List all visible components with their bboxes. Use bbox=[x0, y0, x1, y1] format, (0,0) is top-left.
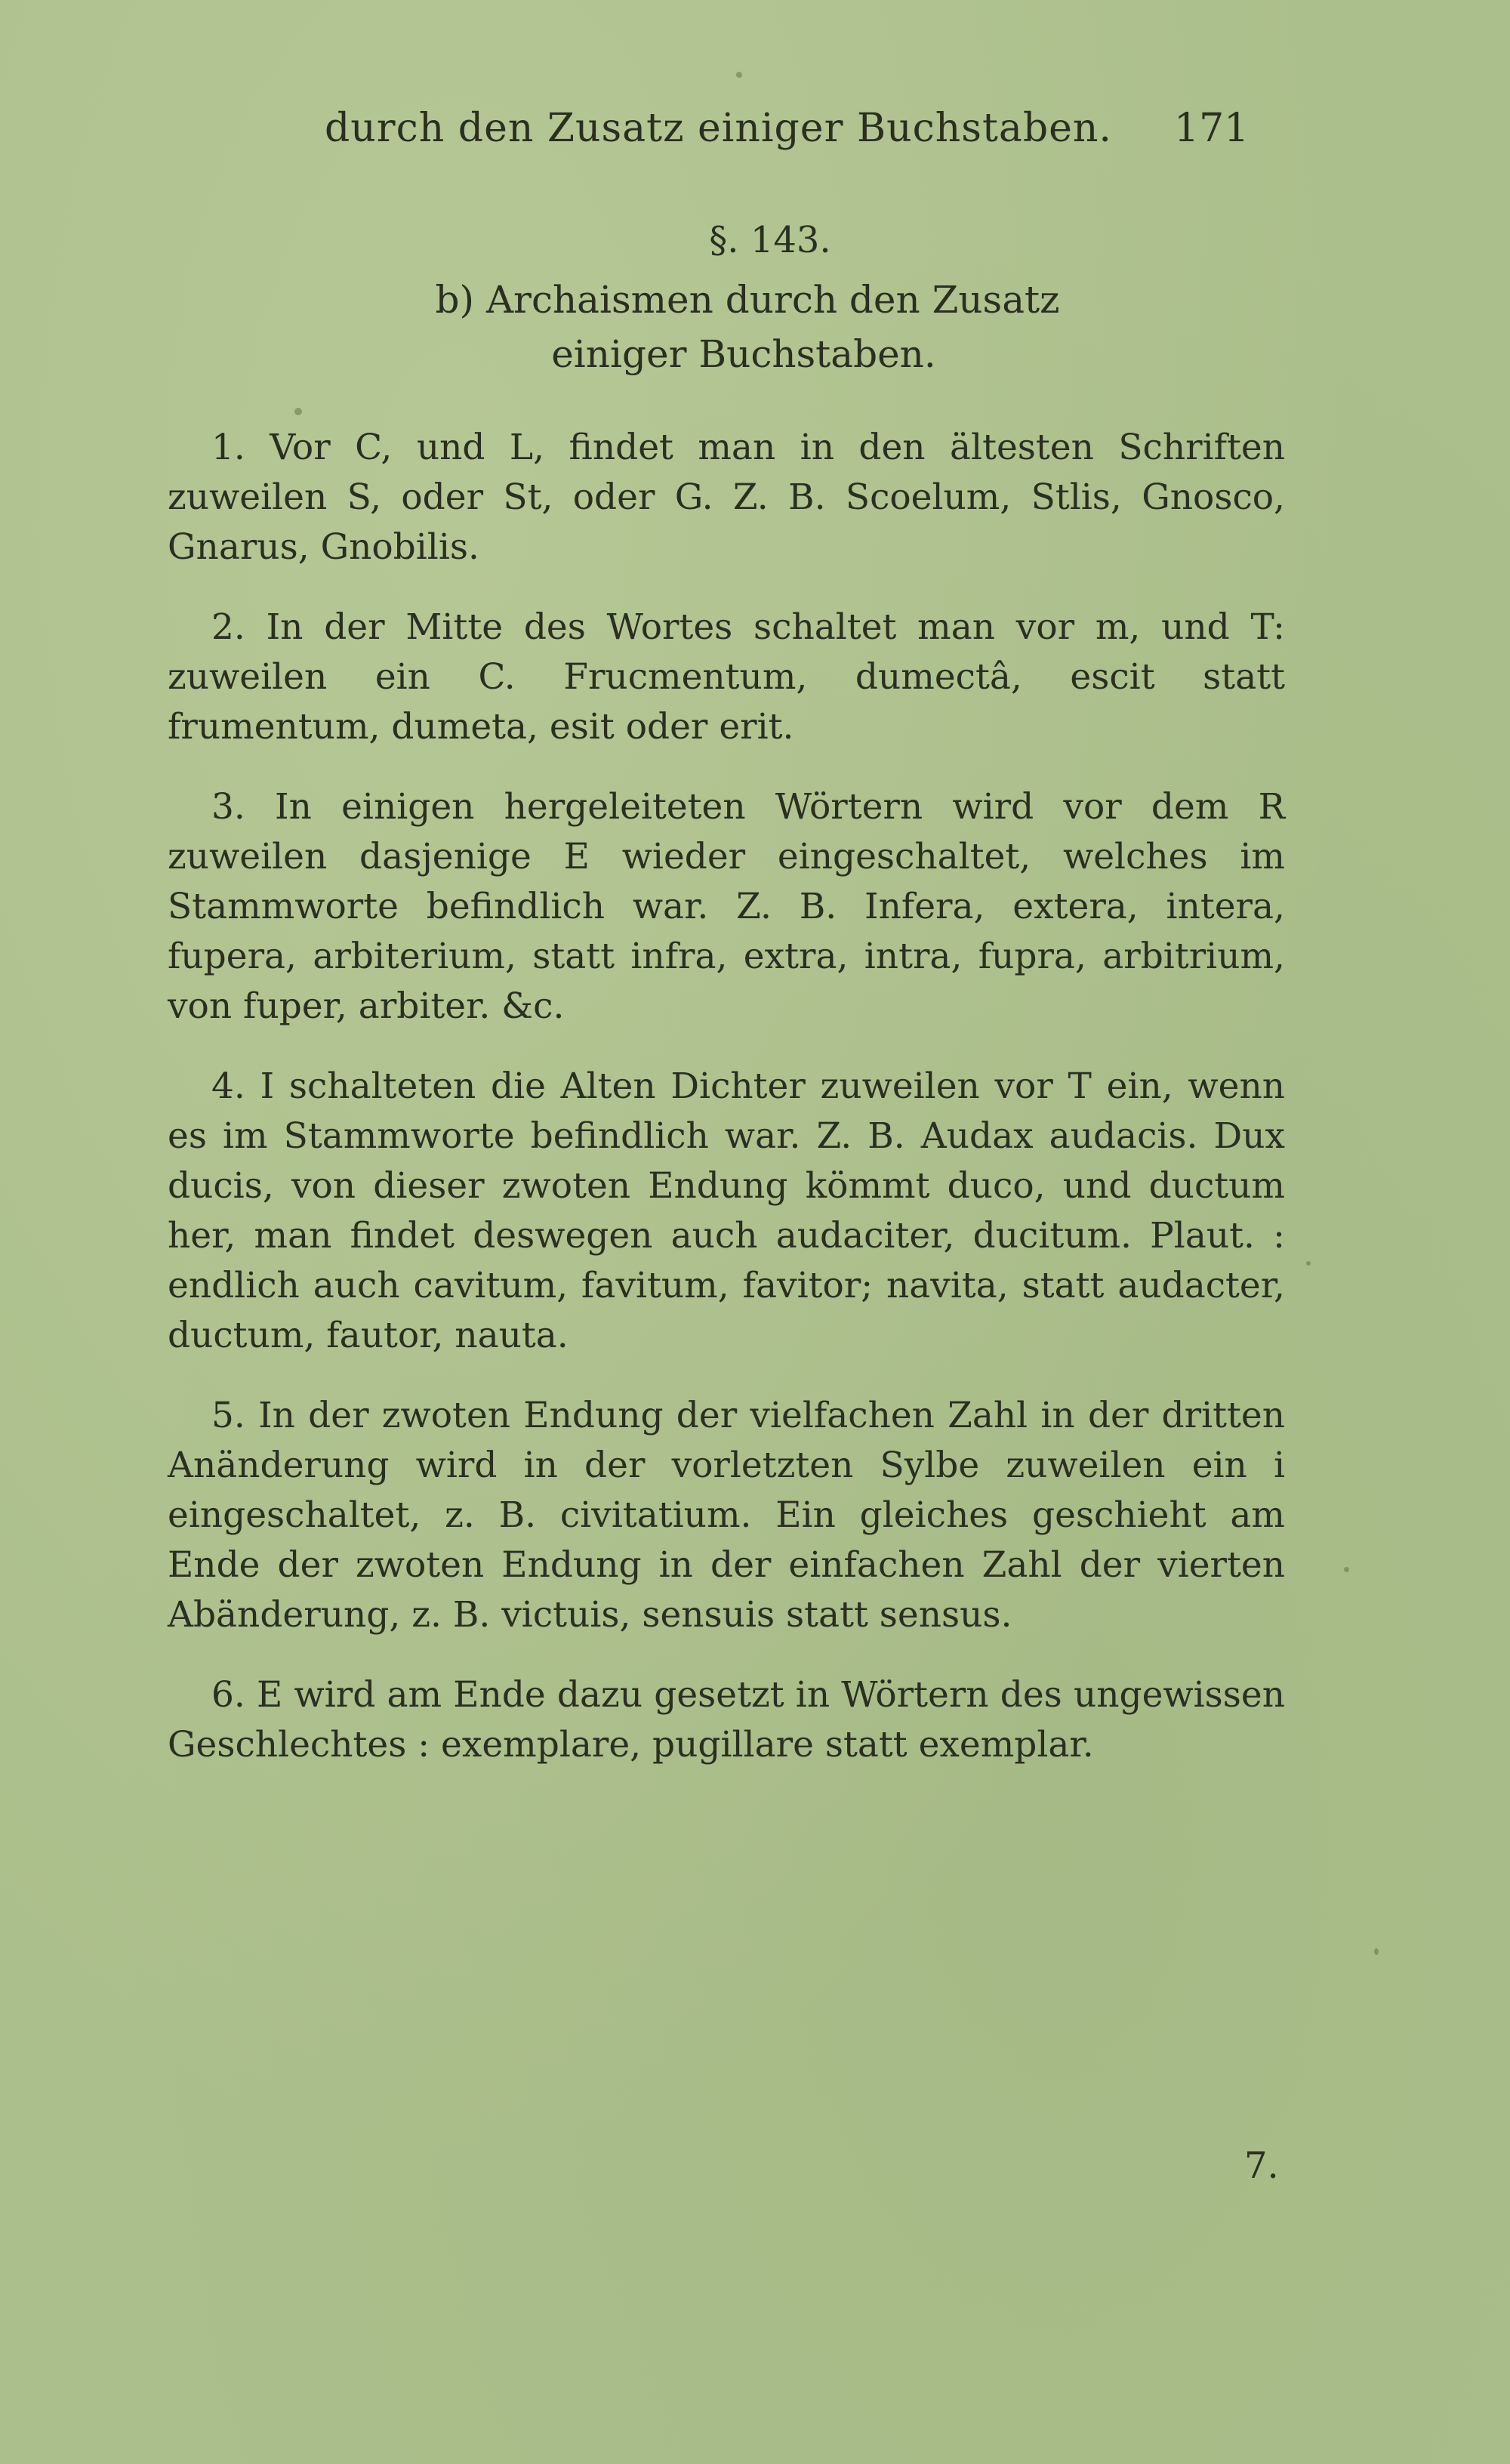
paragraph-6: 6. E wird am Ende dazu gesetzt in Wörtern des ungewissen Geschlechtes : exemplare, pugillare statt exemplar. bbox=[168, 1674, 1285, 1766]
body-text bbox=[168, 423, 1285, 1770]
paragraph-1: 1. Vor C, und L, findet man in den ältesten Schriften zuweilen S, oder St, oder G. Z. B. Scoelum, Stlis, Gnosco, Gnarus, Gnobilis. bbox=[168, 427, 1285, 568]
paper-speck bbox=[294, 408, 302, 415]
section-number: §. 143. bbox=[709, 219, 831, 261]
paragraph-4: 4. I schalteten die Alten Dichter zuweilen vor T ein, wenn es im Stammworte befindlich war. Z. B. Audax audacis. Dux ducis, von dieser zwoten Endung kömmt duco, und ductum her, man findet deswegen auch audaciter, ducitum. Plaut. : endlich auch cavitum, favitum, favitor; navita, statt audacter, ductum, fautor, nauta. bbox=[168, 1065, 1285, 1356]
running-header bbox=[0, 106, 1510, 166]
paragraph-3: 3. In einigen hergeleiteten Wörtern wird vor dem R zuweilen dasjenige E wieder eingeschaltet, welches im Stammworte befindlich war. Z. B. Infera, extera, intera, fupera, arbiterium, statt infra, extra, intra, fupra, arbitrium, von fuper, arbiter. &c. bbox=[168, 786, 1285, 1027]
paper-speck bbox=[1374, 1948, 1379, 1955]
page-number: 171 bbox=[1174, 106, 1250, 151]
paper-speck bbox=[1306, 1261, 1311, 1266]
running-title: durch den Zusatz einiger Buchstaben. bbox=[325, 106, 1112, 151]
catchword: 7. bbox=[1244, 2145, 1279, 2187]
paragraph-2: 2. In der Mitte des Wortes schaltet man vor m, und T: zuweilen ein C. Frucmentum, dumectâ, escit statt frumentum, dumeta, esit oder erit. bbox=[168, 606, 1285, 748]
paper-speck bbox=[736, 72, 742, 78]
paper-speck bbox=[1344, 1567, 1349, 1572]
section-heading bbox=[0, 219, 1510, 376]
section-title-line-1: b) Archaismen durch den Zusatz bbox=[435, 278, 1060, 322]
section-title-line-2: einiger Buchstaben. bbox=[551, 332, 936, 376]
paragraph-5: 5. In der zwoten Endung der vielfachen Zahl in der dritten Anänderung wird in der vorletzten Sylbe zuweilen ein i eingeschaltet, z. B. civitatium. Ein gleiches geschieht am Ende der zwoten Endung in der einfachen Zahl der vierten Abänderung, z. B. victuis, sensuis statt sensus. bbox=[168, 1395, 1285, 1636]
